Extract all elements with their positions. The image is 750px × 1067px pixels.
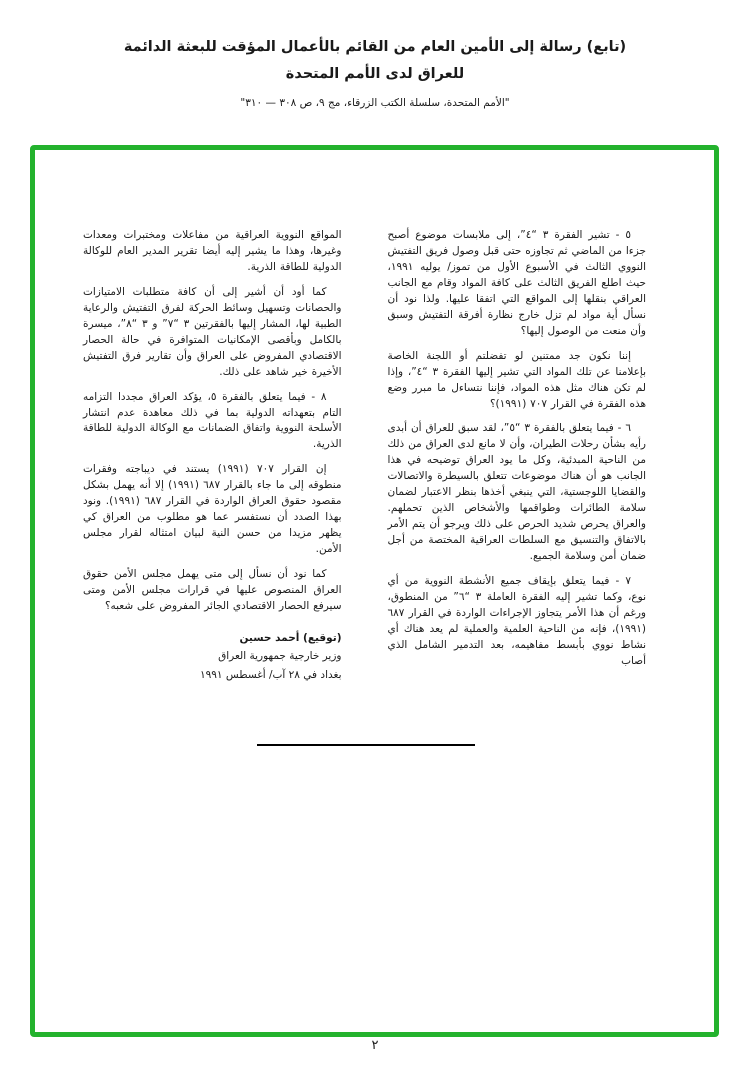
signature-date: بغداد في ٢٨ آب/ أغسطس ١٩٩١	[199, 668, 342, 681]
paragraph-resolution-707: إن القرار ٧٠٧ (١٩٩١) يستند في ديباجته وفقرات منطوقه إلى ما جاء بالقرار ٦٨٧ (١٩٩١) إلا أنه يهمل بشكل مقصود حقوق العراق الواردة في القرار ٦٨٧ (١٩٩١). ونود بهذا الصدد أن نستفسر عما هو مطلوب من العراق كي يظهر مزيدا من حسن النية لبيان امتثاله لقرار مجلس الأمن.	[83, 463, 342, 556]
signature-name: (توقيع) أحمد حسين	[239, 631, 342, 644]
paragraph-8: ٨ - فيما يتعلق بالفقرة ٥، يؤكد العراق مجددا التزامه التام بتعهداته الدولية بما في ذلك معاهدة عدم انتشار الأسلحة النووية واتفاق الضمانات مع الوكالة الدولية للطاقة الذرية.	[83, 390, 342, 451]
paragraph-privileges: كما أود أن أشير إلى أن كافة متطلبات الامتيازات والحصانات وتسهيل وسائط الحركة لفرق التفتيش والرعاية الطبية لها، المشار إليها بالفقرتين ٣ “٧” و ٣ “٨”، ميسرة بالكامل وبأقصى الإمكانيات المتوافرة في حالة الحصار الاقتصادي المفروض على العراق وأن تقارير فرق التفتيش الأخيرة خير شاهد على ذلك.	[83, 285, 342, 378]
paragraph-5-followup: إننا نكون جد ممتنين لو تفضلتم أو اللجنة الخاصة بإعلامنا عن تلك المواد التي تشير إليها الفقرة ٣ “٤”، وإذا لم تكن هناك مثل هذه المواد، فإننا نتساءل ما مبرر وضع هذه الفقرة في القرار ٧٠٧ (١٩٩١)؟	[387, 349, 647, 410]
header-citation: "الأمم المتحدة، سلسلة الكتب الزرقاء، مج ٩، ص ٣٠٨ — ٣١٠"	[240, 96, 510, 109]
header-title-line2: للعراق لدى الأمم المتحدة	[285, 65, 465, 82]
text-column-second	[83, 228, 342, 684]
document-header	[0, 0, 750, 109]
page-number: ٢	[371, 1038, 379, 1053]
header-title-line1: (تابع) رسالة إلى الأمين العام من القائم بالأعمال المؤقت للبعثة الدائمة	[123, 39, 627, 55]
footnote-separator	[257, 744, 475, 746]
paragraph-5: ٥ - تشير الفقرة ٣ “٤”، إلى ملابسات موضوع أصبح جزءا من الماضي ثم تجاوزه حتى قبل وصول فريق التفتيش النووي الثالث في الأسبوع الأول من تموز/ يوليه ١٩٩١، حيث اطلع الفريق الثالث على كافة المواد وقام مع الجانب العراقي بنقلها إلى المواقع التي اتفقا عليها. ولذا نود أن نسأل أية مواد لم تزل خارج نظارة أفرقة التفتيش وسبق وأن منعت من الوصول إليها؟	[387, 229, 646, 337]
two-column-text	[35, 150, 714, 684]
paragraph-continuation: المواقع النووية العراقية من مفاعلات ومختبرات ومعدات وغيرها، وهذا ما يشير إليه أيضا تقرير المدير العام للوكالة الدولية للطاقة الذرية.	[83, 229, 342, 273]
text-column-first	[388, 228, 647, 684]
paragraph-closing-question: كما نود أن نسأل إلى متى يهمل مجلس الأمن حقوق العراق المنصوص عليها في قرارات مجلس الأمن ومتى سيرفع الحصار الاقتصادي الجائر المفروض على شعبه؟	[83, 568, 342, 613]
signature-title: وزير خارجية جمهورية العراق	[218, 650, 342, 663]
paragraph-6: ٦ - فيما يتعلق بالفقرة ٣ “٥”، لقد سبق للعراق أن أبدى رأيه بشأن رحلات الطيران، وأن لا مانع لدى العراق من ذلك من الناحية المبدئية، وكل ما يود العراق توضيحه في هذا الجانب هو أن هناك موضوعات تتعلق بالسيطرة والاتصالات والقضايا اللوجستية، التي ينبغي أخذها بنظر الاعتبار لضمان سلامة الطائرات وطواقمها والأشخاص الذين تحملهم. والعراق يحرص شديد الحرص على ذلك ويرجو أن يتم الأمر بالاتفاق والتنسيق مع السلطات العراقية المختصة من أجل ضمان أمن وسلامة الجميع.	[387, 422, 646, 563]
signature-block	[83, 629, 342, 684]
scanned-page-frame	[30, 145, 719, 1037]
paragraph-7: ٧ - فيما يتعلق بإيقاف جميع الأنشطة النووية من أي نوع، وكما تشير إليه الفقرة العاملة ٣ “٦” من المنطوق، ورغم أن هذا الأمر يتجاوز الإجراءات الواردة في القرار ٦٨٧ (١٩٩١)، فإنه من الناحية العلمية والعملية لم يعد هناك أي نشاط نووي بأبسط مفاهيمه، بعد التدمير الشامل الذي أصاب	[387, 575, 646, 667]
